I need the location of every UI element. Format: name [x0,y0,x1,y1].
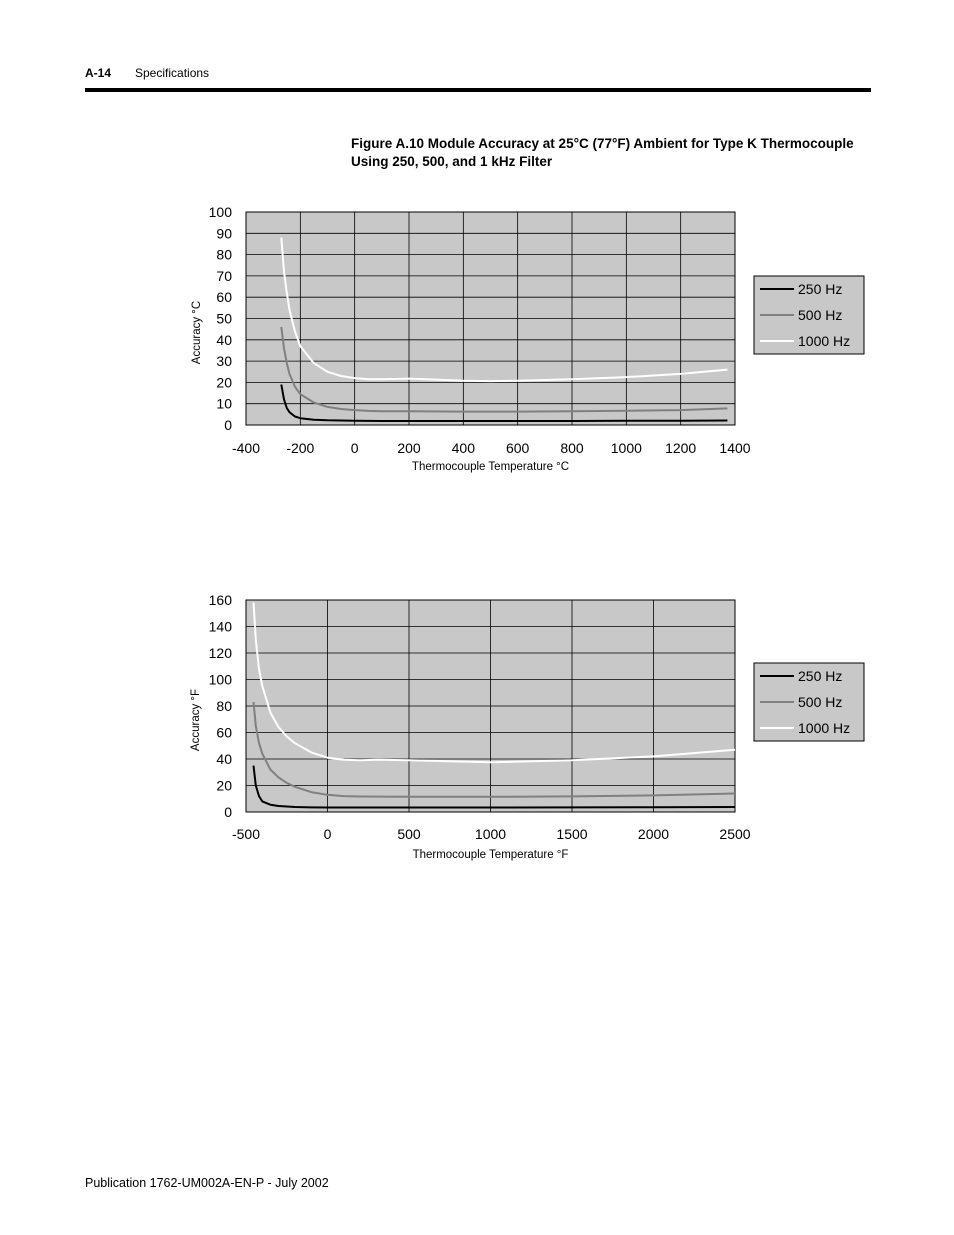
y-axis-title: Accuracy °C [191,300,203,365]
x-tick-label: 1000 [474,826,507,842]
y-tick-label: 120 [208,645,232,661]
x-tick-label: -400 [231,440,261,456]
x-tick-label: 2500 [719,826,751,842]
x-tick-label: 2000 [637,826,670,842]
x-tick-label: 400 [451,440,476,456]
legend-label: 500 Hz [798,307,843,323]
x-tick-label: -500 [231,826,261,842]
y-tick-label: 10 [216,395,232,412]
y-tick-label: 70 [216,267,232,284]
y-tick-label: 100 [208,204,232,220]
figure-title-line-1: Figure A.10 Module Accuracy at 25°C (77°F) Ambient for Type K Thermocouple [351,136,854,151]
x-tick-label: 0 [323,826,332,842]
x-tick-label: 0 [350,440,359,456]
y-tick-label: 90 [216,225,232,242]
x-tick-label: 200 [397,440,421,456]
legend-label: 500 Hz [798,694,843,710]
footer-publication: Publication 1762-UM002A-EN-P - July 2002 [85,1176,329,1190]
legend-label: 250 Hz [798,668,843,684]
chart-0 [191,204,864,473]
page-number: A-14 [85,66,112,80]
y-tick-label: 100 [208,671,232,688]
y-tick-label: 40 [216,331,232,348]
x-tick-label: 600 [505,440,530,456]
y-tick-label: 80 [216,246,232,263]
x-tick-label: -200 [286,440,315,456]
y-tick-label: 0 [224,804,232,820]
x-axis-title: Thermocouple Temperature °C [411,461,570,473]
y-tick-label: 80 [216,698,232,714]
legend-label: 250 Hz [798,281,843,297]
y-tick-label: 0 [224,417,232,433]
figure-title-line-2: Using 250, 500, and 1 kHz Filter [351,154,553,169]
y-tick-label: 40 [216,751,232,767]
x-tick-label: 1500 [556,826,588,842]
y-tick-label: 30 [216,353,232,370]
x-axis-title: Thermocouple Temperature °F [412,849,569,861]
y-tick-label: 20 [216,777,232,794]
x-tick-label: 1200 [665,440,697,456]
y-tick-label: 20 [216,374,232,391]
section-title: Specifications [135,66,210,80]
y-tick-label: 60 [216,289,232,306]
y-tick-label: 140 [208,618,232,635]
y-tick-label: 50 [216,310,232,327]
legend-label: 1000 Hz [798,333,851,349]
chart-1 [190,592,864,861]
legend-label: 1000 Hz [798,720,851,736]
y-tick-label: 160 [208,592,232,608]
x-tick-label: 1400 [719,440,751,456]
x-tick-label: 1000 [610,440,642,456]
x-tick-label: 800 [560,440,584,456]
y-tick-label: 60 [216,724,232,741]
y-axis-title: Accuracy °F [190,688,202,752]
x-tick-label: 500 [397,826,421,842]
